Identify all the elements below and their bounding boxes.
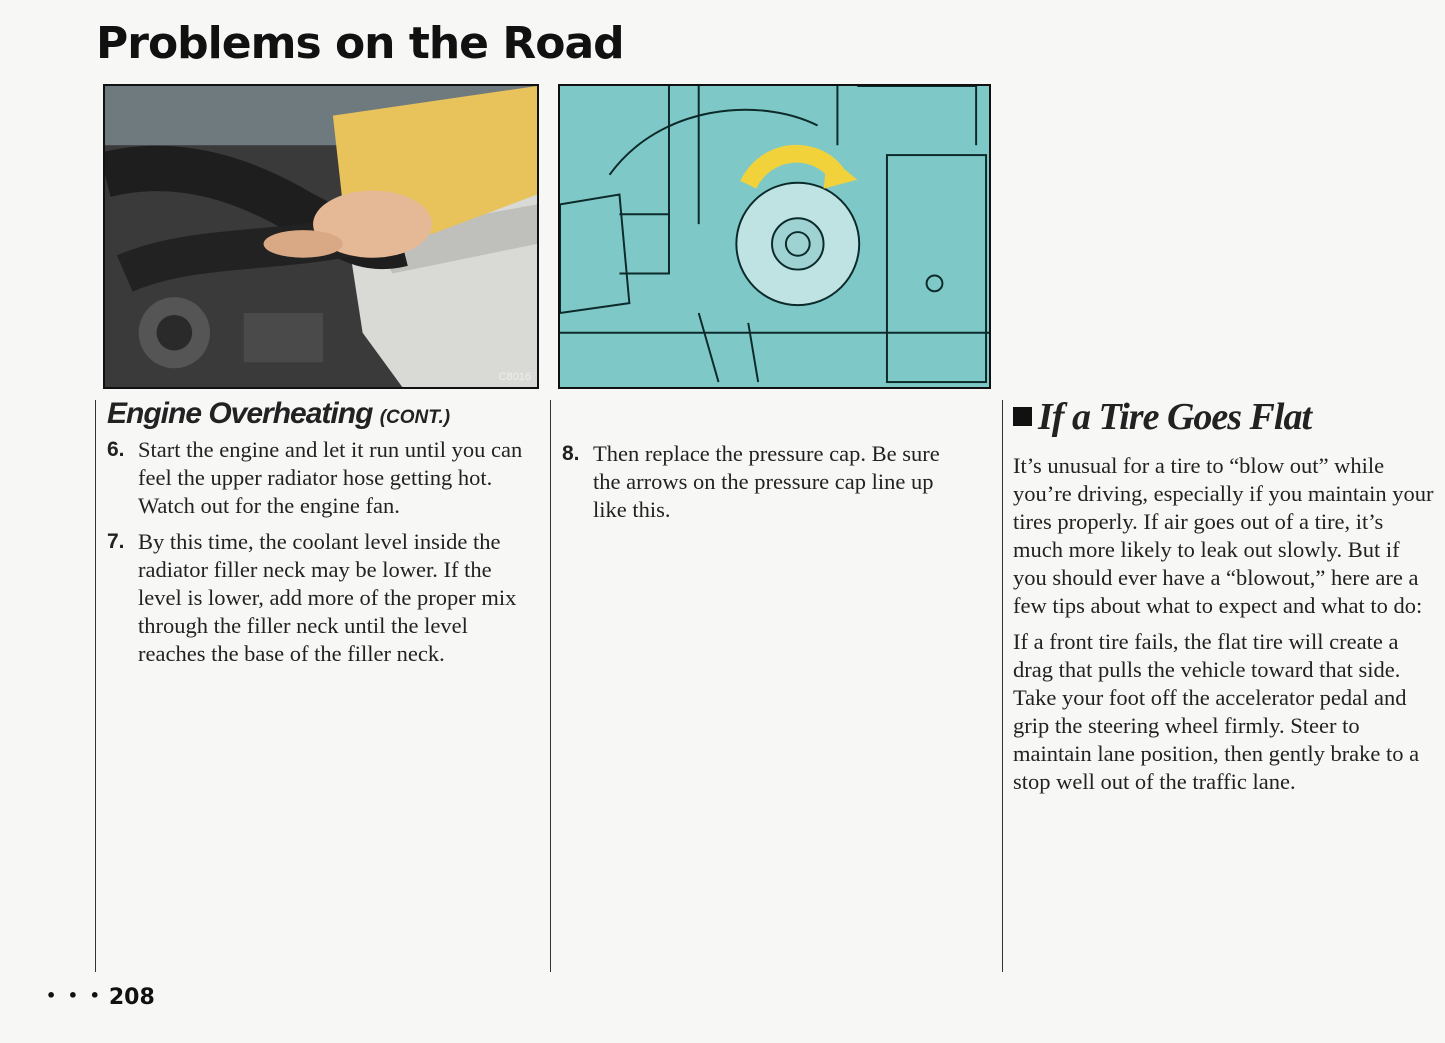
step-number: 6. (107, 438, 125, 461)
footer-dots: • • • (46, 986, 103, 1005)
page-number: 208 (108, 985, 155, 1010)
step-item (107, 436, 537, 520)
step-number: 8. (562, 442, 580, 465)
section-heading (107, 397, 537, 432)
steps-list (107, 436, 537, 668)
figure-code: C8016 (498, 371, 531, 383)
pressure-cap-illustration (558, 84, 991, 389)
section-heading-suffix: (CONT.) (379, 407, 451, 428)
column-rule-right (1002, 400, 1003, 972)
step-text: Start the engine and let it run until you can feel the upper radiator hose getting hot. Watch out for the engine fan. (138, 437, 523, 518)
step-item (562, 440, 972, 524)
flat-tire-heading-text: If a Tire Goes Flat (1038, 396, 1312, 438)
flat-tire-heading (1013, 396, 1438, 438)
radiator-hose-photo (103, 84, 539, 389)
section-heading-text: Engine Overheating (107, 397, 373, 430)
column-rule-left (95, 400, 96, 972)
flat-tire-column (1013, 396, 1438, 804)
page-title: Problems on the Road (96, 18, 624, 69)
step-text: Then replace the pressure cap. Be sure the arrows on the pressure cap line up like this. (593, 441, 940, 522)
pressure-cap-column (562, 440, 972, 532)
step-item (107, 528, 537, 668)
bullet-square-icon (1013, 407, 1032, 426)
step-number: 7. (107, 530, 125, 553)
paragraph: It’s unusual for a tire to “blow out” while you’re driving, especially if you maintain your tires properly. If air goes out of a tire, it’s much more likely to leak out slowly. But if you should ever have a “blowout,” here are a few tips about what to expect and what to do: (1013, 453, 1434, 618)
steps-list (562, 440, 972, 524)
step-text: By this time, the coolant level inside the radiator filler neck may be lower. If the level is lower, add more of the proper mix through the filler neck until the level reaches the base of the filler neck. (138, 529, 517, 666)
column-rule-middle (550, 400, 551, 972)
engine-overheating-column (107, 397, 537, 676)
page-footer (46, 985, 155, 1010)
paragraph: If a front tire fails, the flat tire will create a drag that pulls the vehicle toward that side. Take your foot off the accelerator pedal and grip the steering wheel firmly. Steer to maintain lane position, then gently brake to a stop well out of the traffic lane. (1013, 629, 1420, 794)
